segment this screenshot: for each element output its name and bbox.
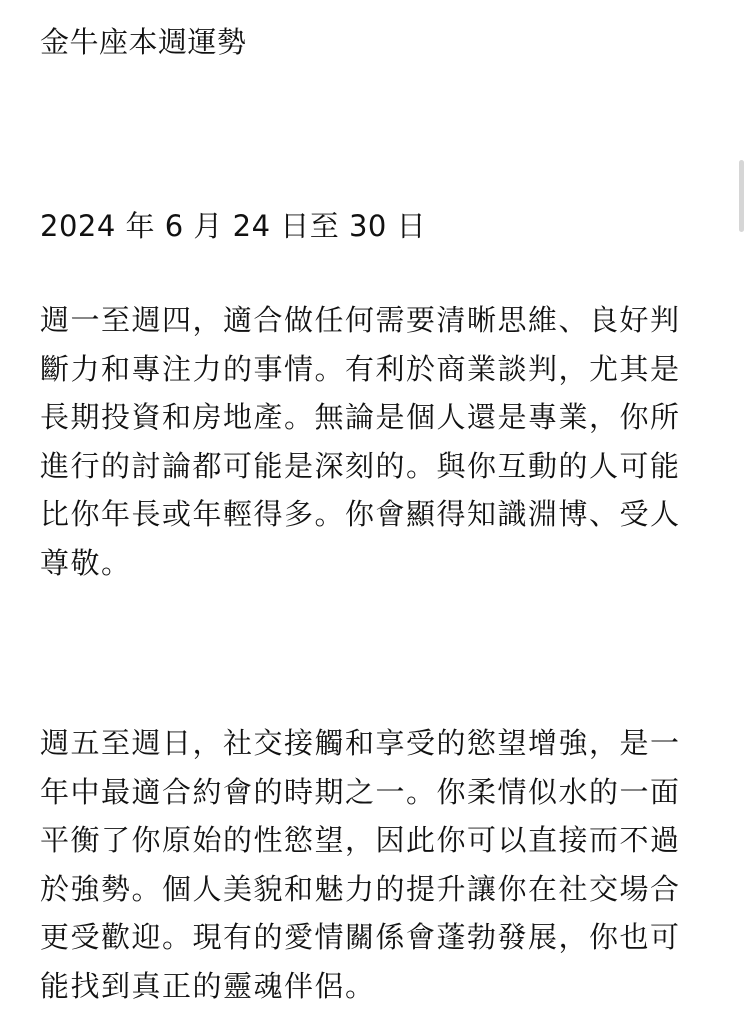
date-range: 2024 年 6 月 24 日至 30 日 (40, 209, 427, 243)
scrollbar[interactable] (739, 160, 744, 232)
article-title: 金牛座本週運勢 (40, 25, 247, 59)
paragraph-weekend: 週五至週日，社交接觸和享受的慾望增強，是一年中最適合約會的時期之一。你柔情似水的一面平衡了你原始的性慾望，因此你可以直接而不過於強勢。個人美貌和魅力的提升讓你在社交場合更受歡迎。現有的愛情關係會蓬勃發展，你也可能找到真正的靈魂伴侶。 (40, 726, 681, 1003)
paragraph-weekdays: 週一至週四，適合做任何需要清晰思維、良好判斷力和專注力的事情。有利於商業談判，尤其是長期投資和房地產。無論是個人還是專業，你所進行的討論都可能是深刻的。與你互動的人可能比你年長或年輕得多。你會顯得知識淵博、受人尊敬。 (40, 303, 681, 580)
